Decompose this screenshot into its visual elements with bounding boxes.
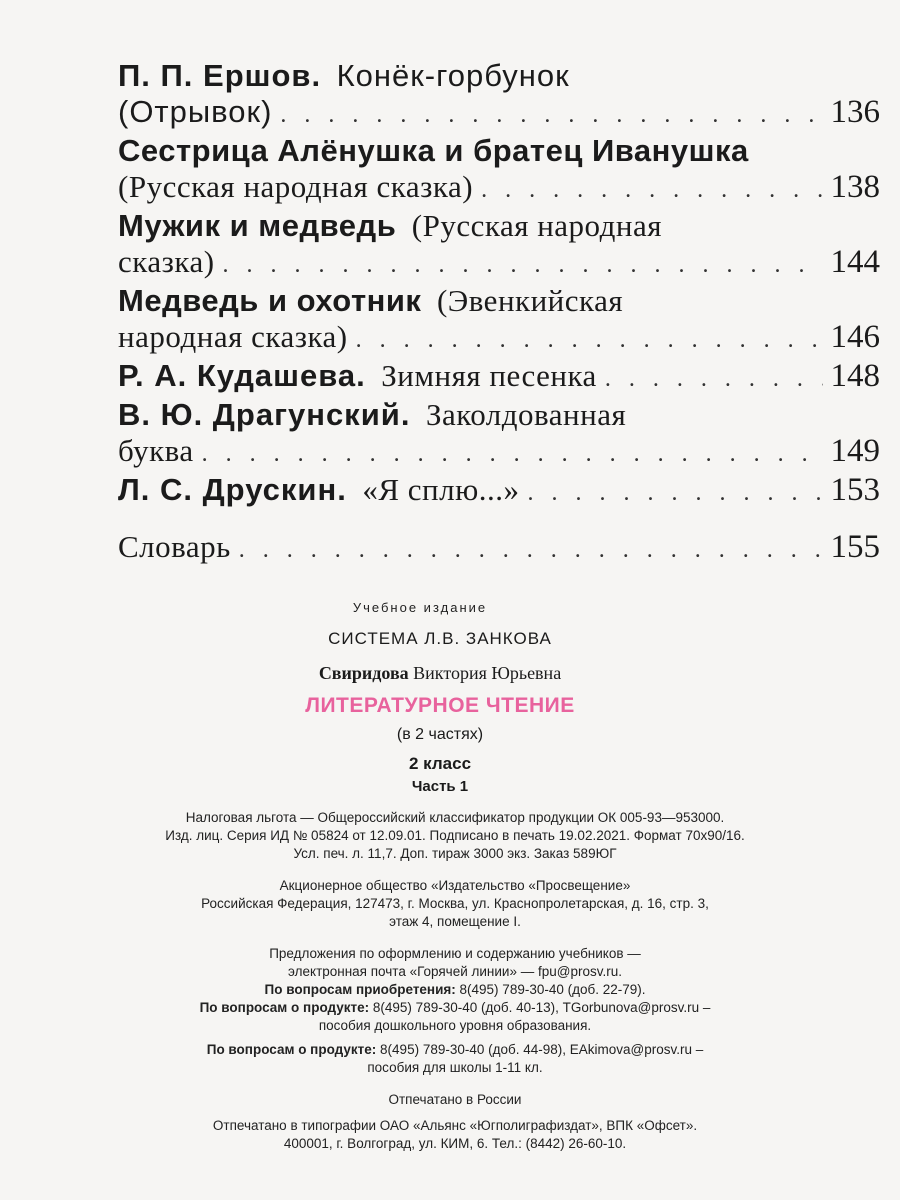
toc-leader-dots — [356, 322, 823, 358]
toc-title: Словарь — [118, 529, 231, 564]
toc-author: П. П. Ершов. — [118, 58, 322, 93]
toc-title: Медведь и охотник — [118, 283, 422, 318]
product-label: По вопросам о продукте: — [199, 1000, 370, 1015]
purchase-label: По вопросам приобретения: — [264, 982, 456, 997]
toc-page-number: 155 — [830, 529, 880, 565]
toc-title-note: (Эвенкийская — [436, 283, 624, 318]
toc-title-cont: (Отрывок) — [118, 94, 273, 129]
printing-info — [60, 1091, 850, 1153]
product-value: 8(495) 789-30-40 (доб. 40-13), TGorbunova@prosv.ru – — [372, 1000, 711, 1015]
toc-page-number: 149 — [830, 433, 880, 469]
printer-address: 400001, г. Волгоград, ул. КИМ, 6. Тел.: (8442) 26-60-10. — [283, 1136, 627, 1151]
publisher-info — [60, 877, 850, 931]
toc-leader-dots — [605, 361, 823, 397]
product-contact-1 — [60, 999, 850, 1017]
printed-in: Отпечатано в России — [388, 1092, 522, 1107]
product-note-1: пособия дошкольного уровня образования. — [318, 1018, 592, 1033]
hotline-email: электронная почта «Горячей линии» — fpu@prosv.ru. — [288, 964, 622, 979]
toc-page-number: 144 — [830, 244, 880, 280]
product-value: 8(495) 789-30-40 (доб. 44-98), EAkimova@prosv.ru – — [380, 1042, 704, 1057]
toc-leader-dots — [481, 172, 822, 208]
toc-title: Заколдованная — [425, 397, 627, 432]
toc-page-number: 148 — [830, 358, 880, 394]
toc-entry — [118, 529, 880, 568]
license-line: Изд. лиц. Серия ИД № 05824 от 12.09.01. Подписано в печать 19.02.2021. Формат 70x90/16. — [165, 828, 745, 843]
toc-entry — [118, 133, 880, 208]
product-label: По вопросам о продукте: — [206, 1042, 377, 1057]
product-contact-2 — [60, 1041, 850, 1059]
imprint-block — [130, 600, 850, 1153]
toc-title: Зимняя песенка — [381, 358, 597, 393]
toc-title-note: (Русская народная — [411, 208, 663, 243]
grade: 2 класс — [408, 754, 472, 773]
book-parts: (в 2 частях) — [396, 726, 484, 743]
toc-title: Сестрица Алёнушка и братец Иванушка — [118, 133, 749, 168]
toc-entry — [118, 283, 880, 358]
edition-type: Учебное издание — [352, 600, 488, 615]
toc-entry — [118, 358, 880, 397]
toc-entry — [118, 208, 880, 283]
print-line: Усл. печ. л. 11,7. Доп. тираж 3000 экз. Заказ 589ЮГ — [293, 846, 617, 861]
toc-entry — [118, 397, 880, 472]
purchase-contact — [60, 981, 850, 999]
toc-title-cont: буква — [118, 433, 194, 468]
publisher-address: Российская Федерация, 127473, г. Москва, ул. Краснопролетарская, д. 16, стр. 3, — [201, 896, 709, 911]
publication-details — [60, 809, 850, 863]
author-given-names: Виктория Юрьевна — [413, 663, 562, 683]
toc-title-cont: сказка) — [118, 244, 215, 279]
purchase-value: 8(495) 789-30-40 (доб. 22-79). — [459, 982, 646, 997]
toc-leader-dots — [527, 475, 822, 511]
toc-page-number: 136 — [830, 94, 880, 130]
tax-line: Налоговая льгота — Общероссийский классификатор продукции ОК 005-93—953000. — [185, 810, 725, 825]
proposals-info — [60, 945, 850, 1077]
book-title: ЛИТЕРАТУРНОЕ ЧТЕНИЕ — [305, 694, 575, 717]
publisher-name: Акционерное общество «Издательство «Просвещение» — [279, 878, 631, 893]
author-name — [30, 663, 850, 684]
toc-page-number: 146 — [830, 319, 880, 355]
part-number: Часть 1 — [411, 778, 469, 795]
author-surname: Свиридова — [318, 663, 409, 683]
toc-title: Мужик и медведь — [118, 208, 397, 243]
toc-title-cont: народная сказка) — [118, 319, 348, 354]
toc-entry — [118, 58, 880, 133]
toc-page-number: 153 — [830, 472, 880, 508]
series-name: СИСТЕМА Л.В. ЗАНКОВА — [328, 629, 552, 648]
toc-title: Конёк-горбунок — [336, 58, 570, 93]
toc-leader-dots — [223, 247, 823, 283]
table-of-contents — [118, 58, 880, 568]
product-note-2: пособия для школы 1-11 кл. — [367, 1060, 543, 1075]
printer-name: Отпечатано в типографии ОАО «Альянс «Югполиграфиздат», ВПК «Офсет». — [212, 1118, 698, 1133]
toc-leader-dots — [280, 97, 822, 133]
proposals-line: Предложения по оформлению и содержанию учебников — — [269, 946, 641, 961]
toc-author: Л. С. Друскин. — [118, 472, 347, 507]
toc-title-cont: (Русская народная сказка) — [118, 169, 474, 204]
toc-author: Р. А. Кудашева. — [118, 358, 366, 393]
toc-page-number: 138 — [830, 169, 880, 205]
toc-leader-dots — [239, 532, 823, 568]
toc-leader-dots — [202, 436, 823, 472]
toc-entry — [118, 472, 880, 511]
toc-author: В. Ю. Драгунский. — [118, 397, 411, 432]
publisher-address-cont: этаж 4, помещение I. — [389, 914, 521, 929]
toc-title: «Я сплю...» — [362, 472, 520, 507]
